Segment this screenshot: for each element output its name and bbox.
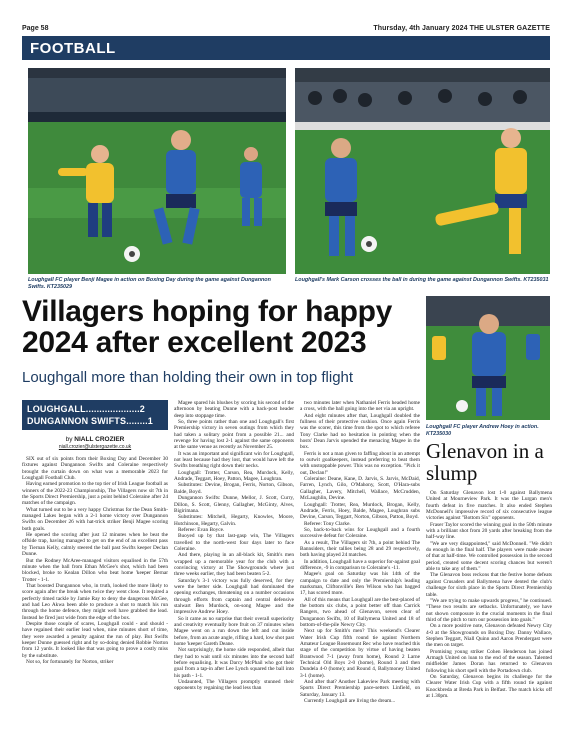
article-paragraph: Despite those couple of scares, Loughgall could - and should - have regained their earlier lead when, nine minutes short of time, they were awarded a penalty against the run of play. But Swifts keeper Dunne guessed right and by so-doing denied Robbie Norton from 12 yards. It looked like that was going to prove a costly miss by the substitute.: [22, 620, 168, 659]
article-paragraph: SIX out of six points from their Boxing Day and December 30 fixtures against Dungannon Swifts and Coleraine respectively brought the curtain down on what was a memorable 2023 for Loughgall Football Club.: [22, 456, 168, 482]
article-paragraph: What turned out to be a very happy Christmas for the Dean Smith-managed Lakes began with a 2-1 home victory over Dungannon Swifts on December 26 with hat-trick striker Benji Magee scoring both goals.: [22, 506, 168, 532]
article-paragraph: So, back-to-back wins for Loughgall and a fourth successive defeat for Coleraine.: [300, 526, 420, 540]
score-line-away: DUNGANNON SWIFTS........1: [27, 416, 154, 426]
article-paragraph: Next up for Smith's men? This weekend's Clearer Water Irish Cup fifth round tie against Northern Amateur League Rosemount Rec who have reached this stage of the competition by virtue of having beaten Brantwood 7-1 (away from home), Round 2 Larne Technical Old Boys 2-0 (home), Round 3 and then Dundela 4-0 (home); and Round 4, Ballymoney United 3-1 (home).: [300, 628, 420, 679]
article-paragraph: So, three points rather than one and Loughgall's first Premiership victory in seven outings from which they had taken a solitary point from a possible 21... and revenge for having lost 2-1 against the same opponents at the same venue as recently as November 25.: [174, 419, 294, 451]
article-paragraph: Having earned promotion to the top tier of Irish League football as winners of the 2022-23 Championship, The Villagers now sit 7th in the Sports Direct Premiership, just a point behind Coleraine after 24 matches of the campaign.: [22, 481, 168, 507]
article-paragraph: Currently Loughgall are living the dream...: [304, 698, 396, 705]
section-title: FOOTBALL: [30, 39, 116, 57]
article-paragraph: The Glenavon boss reckons that the festive home defeats against Crusaders and Ballymena have dented the club's challenge for sixth place in the Sports Direct Premiership table.: [426, 572, 552, 598]
article-paragraph: All of this means that Loughgall are the best-placed of the bottom six clubs, a point better off than Carrick Rangers, two ahead of Glenavon, seven clear of Dungannon Swifts, 10 of Ballymena United and 18 of bottom-of-the-pile Newry City.: [300, 596, 420, 629]
article-column-1: [22, 456, 168, 728]
score-line-home: LOUGHGALL....................2: [27, 404, 146, 414]
article-paragraph: Fraser Taylor scored the winning goal in the 50th minute with a brilliant shot from 20 yards after breaking from the half-way line.: [426, 521, 552, 541]
article-paragraph: Not so, for fortunately for Norton, striker: [26, 659, 114, 665]
score-box: [22, 400, 168, 430]
article-paragraph: Referee: Evan Boyce.: [178, 526, 225, 533]
article-paragraph: Coleraine: Deane, Kane, D. Jarvis, S. Jarvis, McDaid, Farren, Lynch, Gilo, O'Mahony, Scott, O'Hara-subs Gallagher, Lavery, Mitchell, Wallace, McCrudden, McLaughlin, Devine.: [300, 476, 420, 502]
article-paragraph: And after that? Another Lakeview Park meeting with Sports Direct Premiership pace-setters Linfield, on Saturday, January 13.: [300, 679, 420, 698]
photo-mark-carson: [295, 68, 550, 274]
article-paragraph: "We are trying to make upwards progress," he continued. "These two results are setbacks. Unfortunately, we have not shown composure in the crucial moments in the final third of the pitch to turn our possession into goals.": [426, 597, 552, 623]
article-paragraph: And eight minutes after that, Loughgall doubled the fullness of their protective cushion. Once again Ferris was the scorer, this time from the spot to which referee Tony Clarke had no hesitation in pointing when the hosts' Dean Jarvis upended the menacing Magee in the box.: [300, 412, 420, 451]
article-paragraph: He opened the scoring after just 12 minutes when he beat the offside trap, having managed to get on the end of an excellent pass by Tiernan Kelly, calmly steered the ball past Swifts keeper Declan Dunne.: [22, 532, 168, 558]
article-paragraph: Loughgall: Trotter, Carson, Rea, Murdock, Kelly, Andrade, Teggart, Hoey, Patton, Magee, Loughran.: [174, 469, 294, 483]
article-column-2: [174, 400, 294, 728]
article-paragraph: On a more positive note, Glenavon defeated Newry City 4-0 at the Showgrounds on Boxing Day. Danny Wallace, Stephen Teggart, Niall Quinn and Aaron Prendergast were the men on target.: [426, 623, 552, 649]
page-number: Page 58: [22, 24, 49, 32]
article-paragraph: But the Rodney McAree-managed visitors equalised in the 57th minute when the ball from Ethan McGee's shot, which had been blocked, broke to Kealan Dillon who beat home 'keeper Bernar Trotter - 1-1.: [22, 557, 168, 583]
main-headline: Villagers hoping for happy 2024 after excellent 2023: [22, 295, 393, 359]
section-banner: [22, 36, 550, 60]
photo-benji-magee: [28, 68, 286, 274]
article-paragraph: Ferris is not a man given to faffing about in an attempt to outwit goalkeepers, instead preferring to beat them with unstoppable power. This was no exception. "Pick it out, Declan!": [300, 450, 420, 476]
byline-prefix: by: [65, 436, 73, 443]
article-paragraph: Saturday's 3-1 victory was fully deserved, for they were the better side. Loughgall had dominated the opening exchanges, threatening on a number occasions through efforts from captain and central defensive stalwart Ben Murdock, on-song Magee and the impressive Andrew Hoey.: [174, 577, 294, 616]
issue-date: Thursday, 4th January 2024 THE ULSTER GAZETTE: [373, 24, 550, 32]
article-paragraph: On Saturday, Glenavon begins its challenge for the Clearer Water Irish Cup with a fifth round tie against Knockbreda at Breda Park in Belfast. The match kicks off at 1.30pm.: [426, 673, 552, 699]
byline: [22, 436, 168, 450]
article-paragraph: Loughgall: Trotter, Rea, Murdock, Brogan, Kelly, Andrade, Ferris, Hoey, Balde, Magee, Loughran subs Devine, Carson, Teggart, Norton, Gibson, Patton, Boyd.: [300, 501, 420, 521]
article-paragraph: "We are very disappointed," said McDonnell. "We didn't do enough in the final half. The players were made aware of that at half-time. We controlled possession in the second period, created some decent scoring chances but weren't able to take any of them.": [426, 540, 552, 573]
article-paragraph: In addition, Loughgall have a superior for-against goal difference, -9 in comparison to Coleraine's -11.: [300, 558, 420, 571]
article-paragraph: Substitutes: Mitchell, Hegarty, Knowles, Moore, Hutchinson, Hegarty, Galvin.: [174, 514, 294, 527]
article-paragraph: Magee spared his blushes by scoring his second of the afternoon by beating Dunne with a back-post header deep into stoppage time.: [174, 400, 294, 419]
sub-headline: Loughgall more than holding their own in top flight: [22, 369, 354, 386]
article-paragraph: Undaunted, The Villagers promptly stunned their opponents by regaining the lead less than: [174, 679, 294, 692]
article-paragraph: And there, playing in an all-black kit, Smith's men wrapped up a memorable year for the club with a convincing victory at The Showgrounds where just three weeks earlier, they had been beaten 5-2.: [174, 552, 294, 578]
article-column-3: [300, 400, 420, 728]
byline-name: NIALL CROZIER: [74, 436, 125, 443]
byline-email[interactable]: niall.crozier@ulstergazette.co.uk: [58, 444, 132, 450]
article-paragraph: Promising young striker Cohen Henderson has joined Armagh United on loan to the end of the season. Talented midfielder James Doran has returned to Glenavon following his short spell with the Portadown club.: [426, 648, 552, 674]
page-header: [22, 22, 550, 34]
article-paragraph: Not surprisingly, the home side responded, albeit that they had to wait until six minutes into the second half before equalising. It was Darcy McPhail who got their goal from a tap-in after Lee Lynch squared the ball into his path - 1-1.: [174, 647, 294, 679]
article-paragraph: On Saturday Glenavon lost 1-0 against Ballymena United at Mourneview Park. It was the Lurgan men's fourth defeat in five matches. It also ended Stephen McDonnell's impressive record of six consecutive league victories against "Bottom Six" opponents.: [426, 490, 552, 522]
photo-caption-small: Loughgall FC player Andrew Hoey in action. KT235030: [426, 424, 539, 437]
side-story-headline: Glenavon in a slump: [426, 439, 544, 485]
article-paragraph: two minutes later when Nathaniel Ferris headed home a cross, with the ball going into the net via an upright.: [300, 400, 420, 413]
article-paragraph: That boosted Dungannon who, in truth, looked the more likely to score again after the break when twice they went close. It required a perfectly timed tackle by Jamie Ray to deny the dangerous McGee, and had Leo Akwa been able to produce a shot to match his run through the home defence, they might well have grabbed the lead. Instead he fired just wide from the edge of the box.: [22, 582, 168, 621]
photo-caption-right: Loughgall's Mark Carson crosses the ball in during the game against Dungannon Swifts. KT235031: [295, 277, 549, 283]
photo-andrew-hoey: [426, 296, 550, 420]
article-paragraph: Substitutes: Devine, Brogan, Ferris, Norton, Gibson, Balde, Boyd.: [174, 482, 294, 495]
photo-caption-left: Loughgall FC player Benji Magee in action on Boxing Day during the game against Dungannon Swifts. KT235029: [28, 277, 271, 290]
side-story-body: [426, 490, 552, 728]
article-paragraph: So it came as no surprise that their overall superiority and creativity eventually bore fruit on 37 minutes when Magee went on a run down the left and cut inside before, from an acute angle, rifling a hard, low shot past home 'keeper Gareth Deane.: [174, 615, 294, 648]
article-paragraph: Referee: Tony Clarke.: [304, 520, 351, 527]
article-paragraph: As a result, The Villagers sit 7th, a point behind The Bannsiders, their tallies being 28 and 29 respectively, both having played 24 matches.: [300, 539, 420, 559]
article-paragraph: Magee's goal on Saturday was his 14th of the campaign to date and only the Premiership's leading marksman, Cliftonville's Ben Wilson who has bagged 17, has scored more.: [300, 571, 420, 597]
article-paragraph: Dungannon Swifts: Dunne, Mellor, J. Scott, Curry, Dillon, S. Scott, Glenny, Gallagher, McGinty, Alves, Bigirimana.: [174, 495, 294, 514]
article-paragraph: It was an important and significant win for Loughgall, not least because had they lost, that would have left the Swifts breathing right down their necks.: [174, 450, 294, 470]
article-paragraph: Buoyed up by that last-gasp win, The Villagers travelled to the north-west four days later to face Coleraine.: [174, 533, 294, 552]
